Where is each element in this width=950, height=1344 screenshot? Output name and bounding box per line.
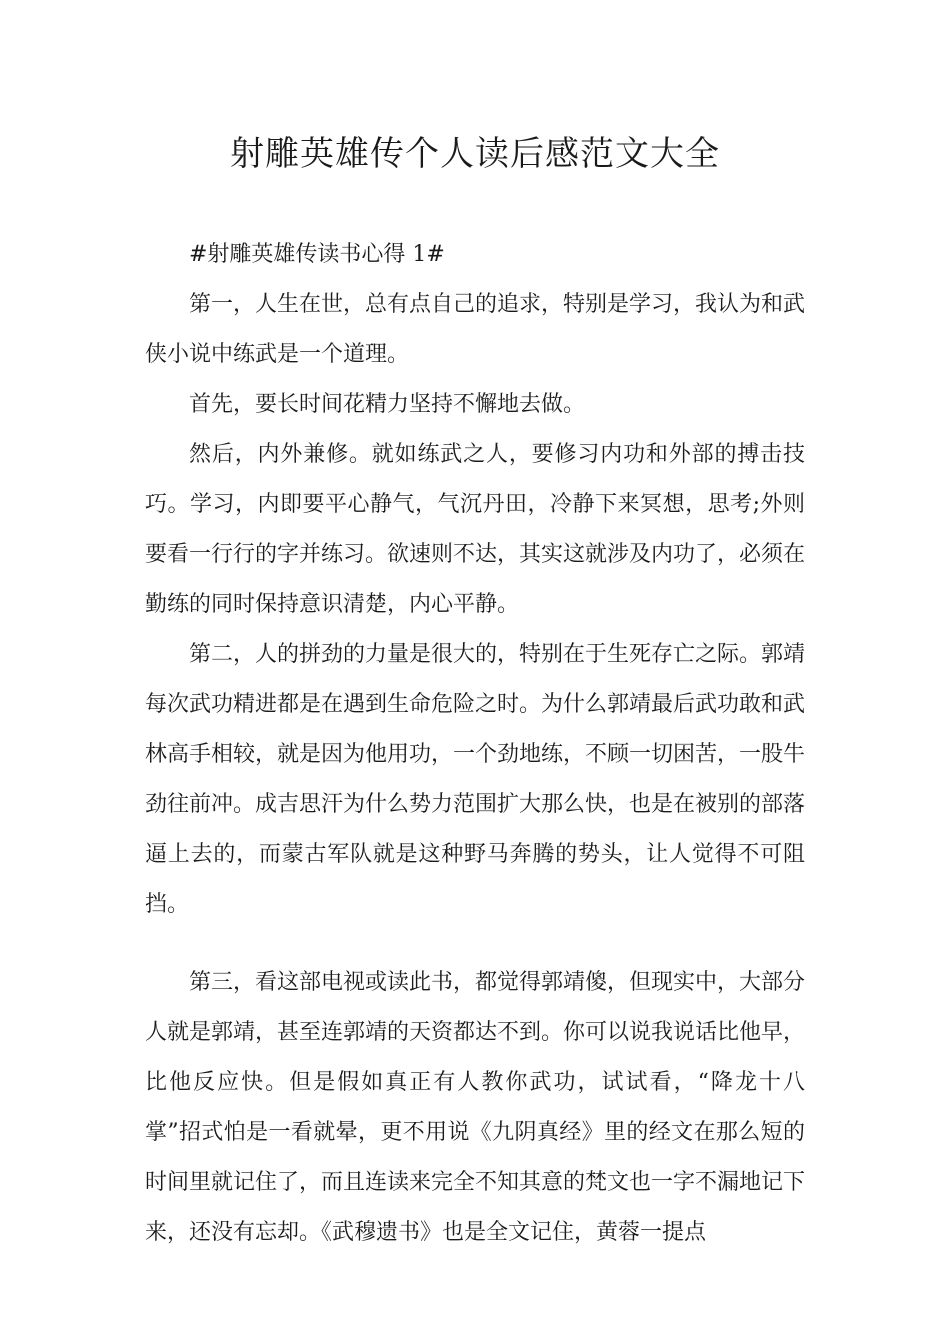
- paragraph-heading: #射雕英雄传读书心得 1#: [189, 242, 445, 267]
- document-title: 射雕英雄传个人读后感范文大全: [230, 134, 720, 174]
- paragraph: 第一，人生在世，总有点自己的追求，特别是学习，我认为和武侠小说中练武是一个道理。: [145, 292, 806, 367]
- paragraph: 第二，人的拼劲的力量是很大的，特别在于生死存亡之际。郭靖每次武功精进都是在遇到生命危险之时。为什么郭靖最后武功敢和武林高手相较，就是因为他用功，一个劲地练，不顾一切困苦，一股牛劲往前冲。成吉思汗为什么势力范围扩大那么快，也是在被别的部落逼上去的，而蒙古军队就是这种野马奔腾的势头，让人觉得不可阻挡。: [145, 642, 806, 917]
- paragraph: 第三，看这部电视或读此书，都觉得郭靖傻，但现实中，大部分人就是郭靖，甚至连郭靖的天资都达不到。你可以说我说话比他早，比他反应快。但是假如真正有人教你武功，试试看，“降龙十八掌”招式怕是一看就晕，更不用说《九阴真经》里的经文在那么短的时间里就记住了，而且连读来完全不知其意的梵文也一字不漏地记下来，还没有忘却。《武穆遗书》也是全文记住，黄蓉一提点: [145, 970, 806, 1245]
- paragraph: 然后，内外兼修。就如练武之人，要修习内功和外部的搏击技巧。学习，内即要平心静气，气沉丹田，冷静下来冥想，思考;外则要看一行行的字并练习。欲速则不达，其实这就涉及内功了，必须在勤练的同时保持意识清楚，内心平静。: [145, 442, 806, 617]
- paragraph: 首先，要长时间花精力坚持不懈地去做。: [189, 392, 586, 417]
- document-body: [145, 230, 805, 1258]
